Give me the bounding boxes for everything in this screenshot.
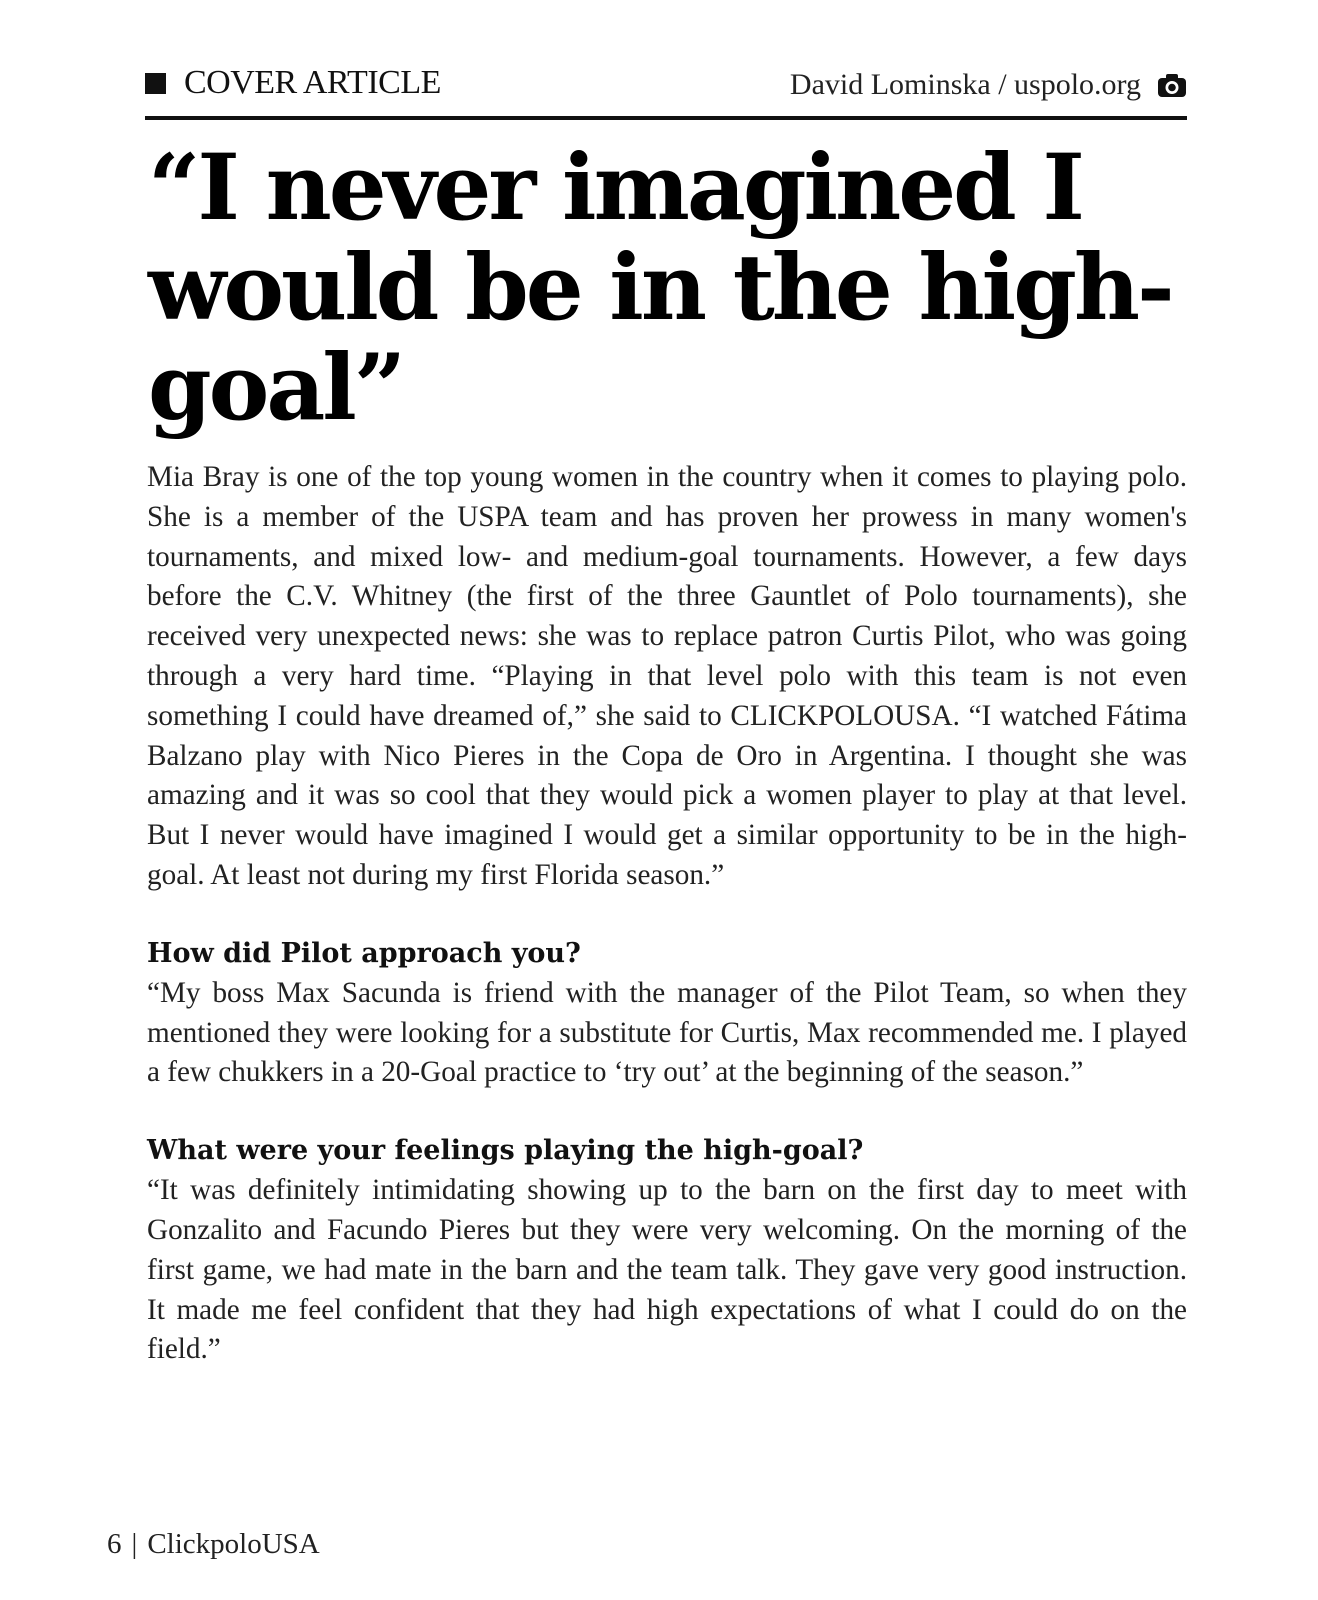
headline: “I never imagined I would be in the high-goal”: [148, 135, 1172, 441]
article-body: [147, 458, 1187, 1370]
question-heading: How did Pilot approach you?: [147, 937, 581, 969]
section-label-text: COVER ARTICLE: [184, 64, 441, 101]
answer-paragraph: “It was definitely intimidating showing up to the barn on the first day to meet with Gonzalito and Facundo Pieres but they were very welcoming. On the morning of the first game, we had mate in the barn and the team talk. They gave very good instruction. It made me feel confident that they had high expectations of what I could do on the field.”: [147, 1174, 1187, 1366]
answer-paragraph: “My boss Max Sacunda is friend with the manager of the Pilot Team, so when they mentioned they were looking for a substitute for Curtis, Max recommended me. I played a few chukkers in a 20-Goal practice to ‘try out’ at the beginning of the season.”: [147, 976, 1187, 1089]
photo-credit-text: David Lominska / uspolo.org: [789, 68, 1141, 101]
publication-name: ClickpoloUSA: [147, 1528, 320, 1560]
intro-paragraph: Mia Bray is one of the top young women in the country when it comes to playing polo. She is a member of the USPA team and has proven her prowess in many women's tournaments, and mixed low- and medium-goal tournaments. However, a few days before the C.V. Whitney (the first of the three Gauntlet of Polo tournaments), she received very unexpected news: she was to replace patron Curtis Pilot, who was going through a very hard time. “Playing in that level polo with this team is not even something I could have dreamed of,” she said to CLICKPOLOUSA. “I watched Fátima Balzano play with Nico Pieres in the Copa de Oro in Argentina. I thought she was amazing and it was so cool that they would pick a women player to play at that level. But I never would have imagined I would get a similar opportunity to be in the high-goal. At least not during my first Florida season.”: [147, 461, 1187, 891]
square-bullet-icon: [145, 73, 166, 94]
section-label: [145, 64, 441, 102]
footer-separator: |: [131, 1528, 138, 1560]
article-header: [145, 56, 1187, 114]
page-footer: [107, 1528, 320, 1561]
camera-icon: [1157, 72, 1187, 98]
header-divider: [145, 116, 1187, 120]
photo-credit: [790, 68, 1187, 102]
page-number: 6: [107, 1528, 122, 1560]
question-heading: What were your feelings playing the high-goal?: [147, 1135, 864, 1167]
